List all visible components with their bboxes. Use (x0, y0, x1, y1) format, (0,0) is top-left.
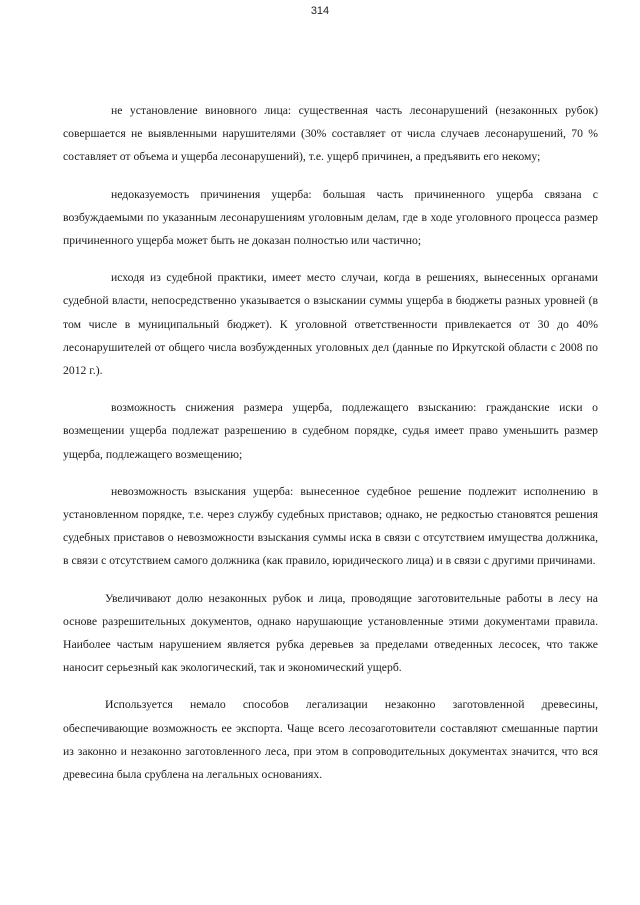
paragraph-unprovable-damage: недоказуемость причинения ущерба: большая часть причиненного ущерба связана с возбуждаемыми по указанным лесонарушениям уголовным делам, где в ходе уголовного процесса размер причиненного ущерба может быть не доказан полностью или частично; (63, 187, 598, 248)
document-body (63, 99, 598, 786)
paragraph-unidentified-offender: не установление виновного лица: существенная часть лесонарушений (незаконных рубок) совершается не выявленными нарушителями (30% составляет от числа случаев лесонарушений, 70 % составляет от объема и ущерба лесонарушений), т.е. ущерб причинен, а предъявить его некому; (63, 104, 598, 164)
paragraph-damage-reduction: возможность снижения размера ущерба, подлежащего взысканию: гражданские иски о возмещении ущерба подлежат разрешению в судебном порядке, судья имеет право уменьшить размер ущерба, подлежащего возмещению; (63, 401, 598, 461)
page-number: 314 (310, 5, 330, 17)
paragraph-court-practice: исходя из судебной практики, имеет место случаи, когда в решениях, вынесенных органами судебной власти, непосредственно указывается о взыскании суммы ущерба в бюджеты разных уровней (в том числе в муниципальный бюджет). К уголовной ответственности привлекается от 30 до 40% лесонарушителей от общего числа возбужденных уголовных дел (данные по Иркутской области с 2008 по 2012 г.). (63, 271, 598, 378)
paragraph-permit-violations: Увеличивают долю незаконных рубок и лица, проводящие заготовительные работы в лесу на основе разрешительных документов, однако нарушающие установленные этими документами правила. Наиболее частым нарушением является рубка деревьев за пределами отведенных лесосек, что также наносит серьезный как экологический, так и экономический ущерб. (63, 591, 598, 675)
paragraph-timber-legalization: Используется немало способов легализации незаконно заготовленной древесины, обеспечивающие возможность ее экспорта. Чаще всего лесозаготовители составляют смешанные партии из законно и незаконно заготовленного леса, при этом в сопроводительных документах значится, что вся древесина была срублена на легальных основаниях. (63, 698, 598, 782)
paragraph-impossible-recovery: невозможность взыскания ущерба: вынесенное судебное решение подлежит исполнению в установленном порядке, т.е. через службу судебных приставов; однако, не редкостью становятся решения судебных приставов о невозможности взыскания суммы иска в связи с отсутствием имущества должника, в связи с отсутствием самого должника (как правило, юридического лица) и в связи с другими причинами. (63, 484, 598, 568)
